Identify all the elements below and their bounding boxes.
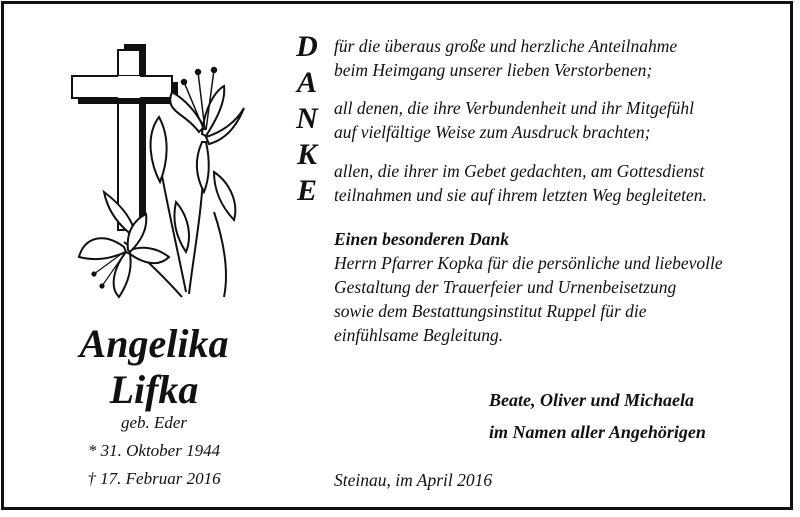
text-line: all denen, die ihre Verbundenheit und ihr Mitgefühl: [334, 98, 694, 118]
danke-letter: D: [296, 30, 318, 63]
text-line: einfühlsame Begleitung.: [334, 325, 504, 345]
maiden-name: geb. Eder: [120, 413, 188, 432]
deceased-first-name: Angelika: [79, 321, 229, 366]
text-line: sowie dem Bestattungsinstitut Ruppel für die: [334, 301, 647, 321]
deceased-last-name: Lifka: [109, 367, 199, 412]
text-line: allen, die ihrer im Gebet gedachten, am Gottesdienst: [334, 161, 705, 181]
text-line: Herrn Pfarrer Kopka für die persönliche und liebevolle: [334, 253, 723, 273]
danke-letter: K: [296, 138, 317, 171]
text-line: Gestaltung der Trauerfeier und Urnenbeisetzung: [334, 277, 677, 297]
place-date: Steinau, im April 2016: [334, 470, 493, 490]
special-thanks-paragraph: [334, 227, 794, 347]
death-date: † 17. Februar 2016: [87, 469, 221, 488]
danke-letter: E: [296, 174, 317, 207]
text-line: auf vielfältige Weise zum Ausdruck brachten;: [334, 122, 651, 142]
text-line: teilnahmen und sie auf ihrem letzten Weg begleiteten.: [334, 185, 707, 205]
birth-date: * 31. Oktober 1944: [87, 441, 221, 460]
thanks-paragraph-1: [334, 34, 794, 82]
danke-letter: A: [296, 66, 317, 99]
text-line: für die überaus große und herzliche Anteilnahme: [334, 36, 678, 56]
thanks-paragraph-2: [334, 96, 794, 144]
text-line: beim Heimgang unserer lieben Verstorbenen;: [334, 60, 653, 80]
special-thanks-heading: Einen besonderen Dank: [334, 229, 510, 249]
danke-letter: N: [296, 102, 318, 135]
signature-family: im Namen aller Angehörigen: [489, 422, 706, 442]
cross-lilies-icon: [64, 42, 249, 300]
signature-names: Beate, Oliver und Michaela: [489, 390, 694, 410]
thanks-paragraph-3: [334, 159, 794, 207]
obituary-frame: [1, 1, 793, 510]
